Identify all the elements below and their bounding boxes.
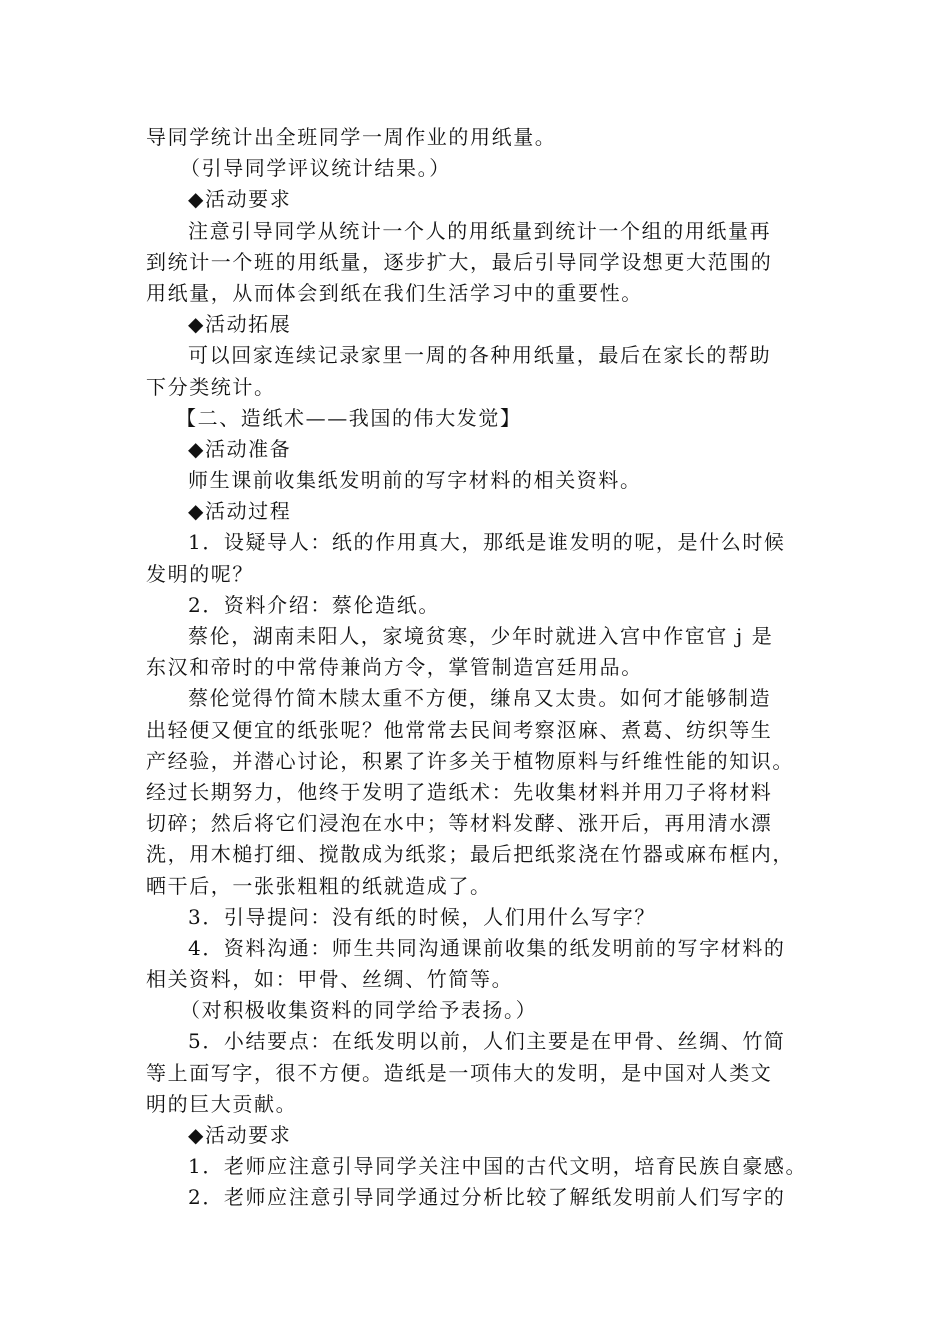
text-line: （对积极收集资料的同学给予表扬。） bbox=[180, 998, 538, 1023]
text-line: 蔡伦，湖南耒阳人，家境贫寒，少年时就进入宫中作宦官 j 是 bbox=[188, 624, 774, 648]
text-line: 等上面写字，很不方便。造纸是一项伟大的发明，是中国对人类文 bbox=[146, 1060, 773, 1085]
text-line: （引导同学评议统计结果。） bbox=[180, 156, 451, 181]
text-line: 切碎；然后将它们浸泡在水中；等材料发酵、涨开后，再用清水漂 bbox=[146, 811, 773, 836]
text-line: 导同学统计出全班同学一周作业的用纸量。 bbox=[146, 125, 557, 149]
text-line: 东汉和帝时的中常侍兼尚方令，掌管制造宫廷用品。 bbox=[146, 655, 643, 680]
text-line: 可以回家连续记录家里一周的各种用纸量，最后在家长的帮助 bbox=[188, 343, 772, 368]
text-line: 5．小结要点：在纸发明以前，人们主要是在甲骨、丝绸、竹简 bbox=[188, 1029, 786, 1054]
chapter-heading: 【二、造纸术——我国的伟大发觉】 bbox=[176, 405, 522, 430]
document-body bbox=[146, 122, 826, 1214]
text-line: 2．资料介绍：蔡伦造纸。 bbox=[188, 592, 440, 617]
section-heading: ◆活动拓展 bbox=[188, 312, 292, 337]
text-line: 1．设疑导人：纸的作用真大，那纸是谁发明的呢，是什么时候 bbox=[188, 530, 786, 555]
section-heading: ◆活动要求 bbox=[188, 1123, 292, 1147]
text-line: 明的巨大贡献。 bbox=[146, 1091, 298, 1116]
section-heading: ◆活动准备 bbox=[188, 436, 292, 461]
section-heading: ◆活动要求 bbox=[188, 187, 292, 212]
text-line: 下分类统计。 bbox=[146, 374, 276, 399]
section-heading: ◆活动过程 bbox=[188, 499, 292, 524]
text-line: 晒干后，一张张粗粗的纸就造成了。 bbox=[146, 873, 492, 898]
text-line: 到统计一个班的用纸量，逐步扩大，最后引导同学设想更大范围的 bbox=[146, 249, 773, 274]
text-line: 1．老师应注意引导同学关注中国的古代文明，培育民族自豪感。 bbox=[188, 1154, 808, 1179]
text-line: 师生课前收集纸发明前的写字材料的相关资料。 bbox=[188, 468, 642, 493]
text-line: 发明的呢？ bbox=[146, 561, 254, 586]
text-line: 用纸量，从而体会到纸在我们生活学习中的重要性。 bbox=[146, 280, 643, 305]
text-line: 2．老师应注意引导同学通过分析比较了解纸发明前人们写字的 bbox=[188, 1185, 786, 1210]
text-line: 出轻便又便宜的纸张呢？他常常去民间考察沤麻、煮葛、纺织等生 bbox=[146, 717, 773, 742]
text-line: 洗，用木槌打细、搅散成为纸浆；最后把纸浆浇在竹器或麻布框内， bbox=[146, 842, 794, 867]
text-line: 4．资料沟通：师生共同沟通课前收集的纸发明前的写字材料的 bbox=[188, 935, 786, 960]
text-line: 产经验，并潜心讨论，积累了许多关于植物原料与纤维性能的知识。 bbox=[146, 748, 794, 773]
text-line: 经过长期努力，他终于发明了造纸术：先收集材料并用刀子将材料 bbox=[146, 779, 773, 804]
text-line: 相关资料，如：甲骨、丝绸、竹简等。 bbox=[146, 967, 514, 992]
text-line: 3．引导提问：没有纸的时候，人们用什么写字？ bbox=[188, 904, 656, 929]
text-line: 注意引导同学从统计一个人的用纸量到统计一个组的用纸量再 bbox=[188, 218, 772, 243]
text-line: 蔡伦觉得竹简木牍太重不方便，缣帛又太贵。如何才能够制造 bbox=[188, 686, 772, 711]
